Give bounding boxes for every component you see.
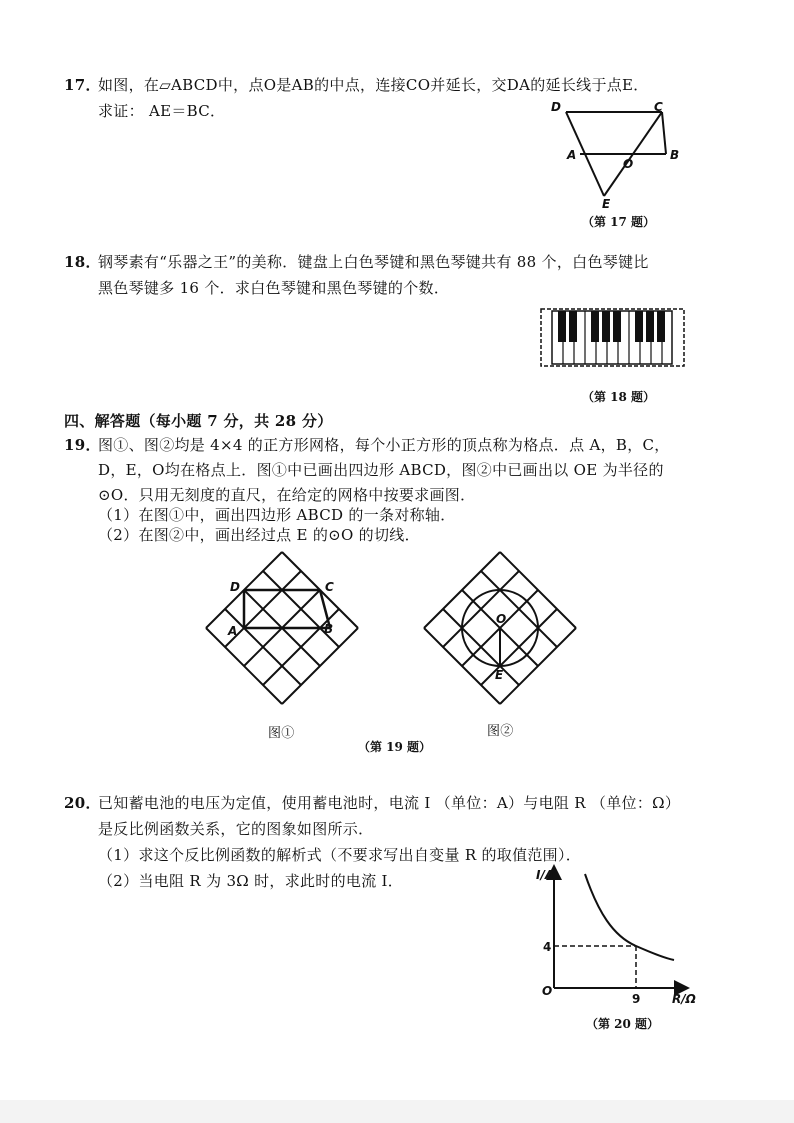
q17-point-o: O (623, 157, 634, 171)
q19-part2: （2）在图②中，画出经过点 E 的⊙O 的切线． (98, 526, 420, 544)
q19-caption: （第 19 题） (358, 740, 432, 754)
q20-caption: （第 20 题） (586, 1017, 660, 1031)
q18-number: 18． (64, 253, 101, 271)
q20-part2: （2）当电阻 R 为 3Ω 时，求此时的电流 I． (98, 872, 404, 890)
section4-heading: 四、解答题（每小题 7 分，共 28 分） (64, 412, 333, 430)
q17-point-a: A (567, 148, 577, 162)
q17-point-c: C (654, 100, 663, 114)
q19-part1: （1）在图①中，画出四边形 ABCD 的一条对称轴． (98, 506, 456, 524)
q17-text-line1: 如图，在▱ABCD中，点O是AB的中点，连接CO并延长，交DA的延长线于点E． (98, 76, 649, 94)
q19-fig2-label: 图② (487, 724, 514, 739)
q17-caption: （第 17 题） (582, 215, 656, 229)
q19-fig2-point-e: E (495, 668, 504, 682)
q18-caption: （第 18 题） (582, 390, 656, 404)
q20-x-axis-label: R/Ω (672, 992, 696, 1006)
q18-text-line2: 黑色琴键多 16 个．求白色琴键和黑色琴键的个数． (98, 279, 450, 297)
q19-text-line1: 图①、图②均是 4×4 的正方形网格，每个小正方形的顶点称为格点．点 A，B，C， (98, 436, 670, 454)
q19-text-line3: ⊙O．只用无刻度的直尺，在给定的网格中按要求画图． (98, 486, 476, 504)
q19-fig2-point-o: O (496, 612, 507, 626)
q20-part1: （1）求这个反比例函数的解析式（不要求写出自变量 R 的取值范围）． (98, 846, 582, 864)
q20-text-line2: 是反比例函数关系，它的图象如图所示． (98, 820, 374, 838)
q17-point-e: E (602, 197, 611, 211)
q17-point-b: B (670, 148, 680, 162)
page-bottom-band (0, 1100, 794, 1123)
q20-text-line1: 已知蓄电池的电压为定值，使用蓄电池时，电流 I （单位：A）与电阻 R （单位：Ω） (98, 794, 681, 812)
q19-fig1-point-b: B (324, 622, 334, 636)
q19-fig1-point-a: A (228, 624, 238, 638)
q18-text-line1: 钢琴素有“乐器之王”的美称．键盘上白色琴键和黑色琴键共有 88 个，白色琴键比 (98, 253, 649, 271)
q20-y-axis-label: I/A (536, 868, 555, 882)
q17-text-line2: 求证： AE＝BC． (98, 102, 226, 120)
q19-fig1-label: 图① (268, 726, 295, 741)
q17-point-d: D (551, 100, 561, 114)
q20-number: 20． (64, 794, 101, 812)
q19-text-line2: D，E，O均在格点上．图①中已画出四边形 ABCD，图②中已画出以 OE 为半径的 (98, 461, 664, 479)
q19-number: 19． (64, 436, 101, 454)
q17-number: 17． (64, 76, 101, 94)
q20-y-tick: 4 (543, 940, 552, 954)
q20-origin-label: O (542, 984, 553, 998)
q19-fig1-point-c: C (325, 580, 334, 594)
q19-fig1-point-d: D (230, 580, 240, 594)
q20-x-tick: 9 (632, 992, 641, 1006)
